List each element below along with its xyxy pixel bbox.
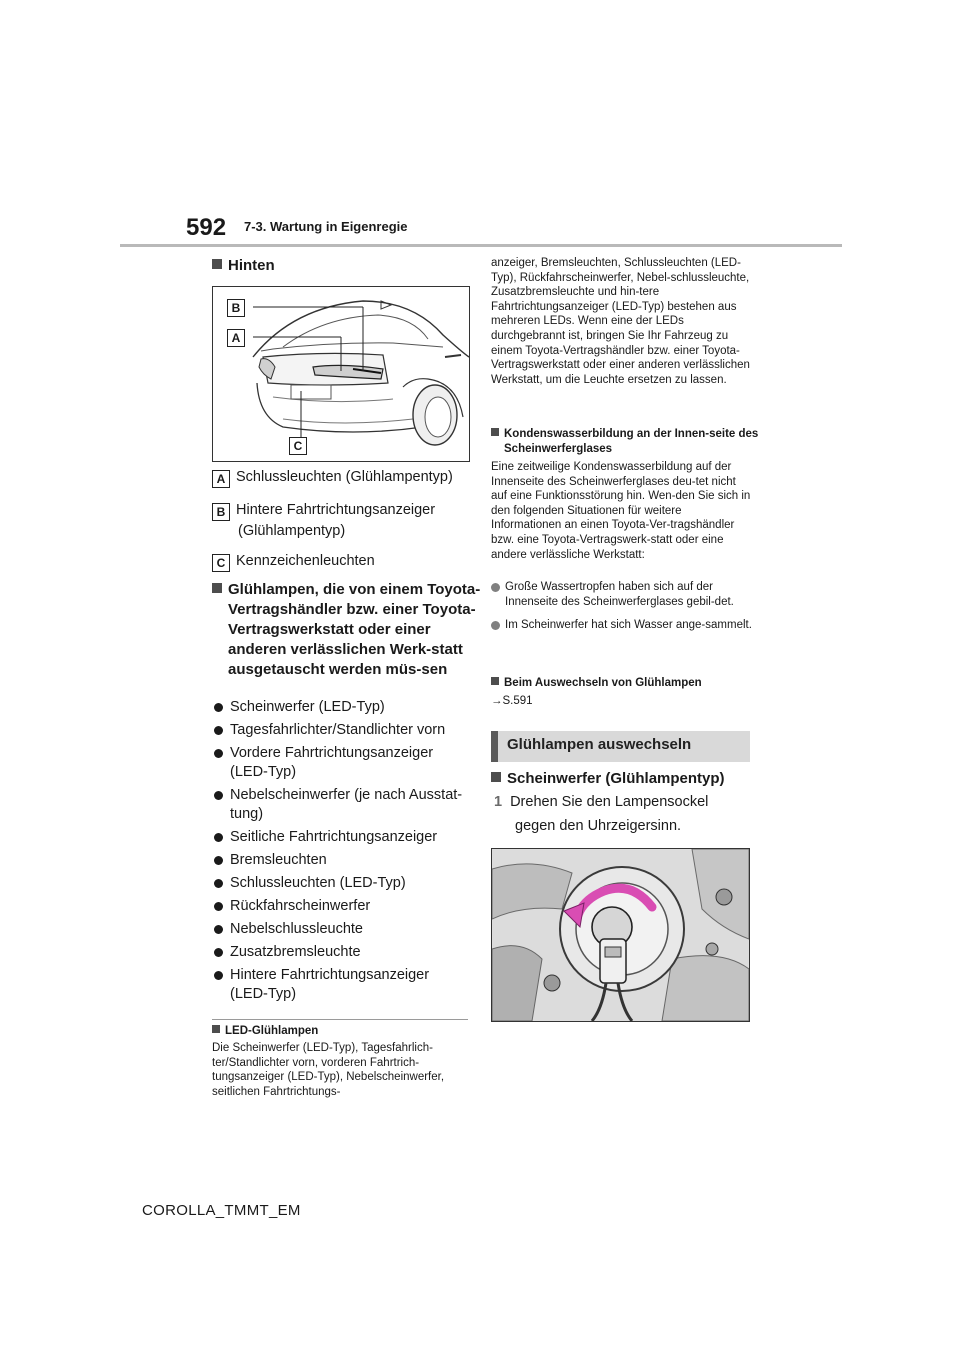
bullet-dot-icon <box>491 583 500 592</box>
legend-key-a: A <box>212 470 230 488</box>
list-item: Schlussleuchten (LED-Typ) <box>212 874 468 893</box>
square-bullet-icon <box>212 1025 220 1033</box>
hinten-heading: Hinten <box>212 256 275 276</box>
replace-reference-link[interactable]: →S.591 <box>491 695 533 707</box>
bullet-dot-icon <box>214 948 223 957</box>
bullet-dot-icon <box>214 879 223 888</box>
square-bullet-icon <box>212 583 222 593</box>
list-item: Scheinwerfer (LED-Typ) <box>212 698 468 717</box>
figure-label-b: B <box>227 299 245 317</box>
bullet-dot-icon <box>214 833 223 842</box>
headlight-heading: Scheinwerfer (Glühlampentyp) <box>491 769 725 789</box>
replace-heading: Beim Auswechseln von Glühlampen <box>491 676 753 691</box>
figure-label-c: C <box>289 437 307 455</box>
list-item: Seitliche Fahrtrichtungsanzeiger <box>212 828 468 847</box>
legend-a: A Schlussleuchten (Glühlampentyp) <box>212 467 453 488</box>
bulb-list <box>212 698 468 1008</box>
document-id: COROLLA_TMMT_EM <box>142 1202 301 1219</box>
list-item: Nebelscheinwerfer (je nach Ausstat-tung) <box>212 786 468 824</box>
section-title: 7-3. Wartung in Eigenregie <box>244 219 408 234</box>
list-item: Nebelschlussleuchte <box>212 920 468 939</box>
led-text: Die Scheinwerfer (LED-Typ), Tagesfahrlich-ter/Standlichter vorn, vorderen Fahrtrich-tungsanzeiger (LED-Typ), Nebelscheinwerfer, seitlichen Fahrtrichtungs- <box>212 1042 445 1098</box>
list-item: Rückfahrscheinwerfer <box>212 897 468 916</box>
square-bullet-icon <box>491 428 499 436</box>
square-bullet-icon <box>491 677 499 685</box>
list-item: Bremsleuchten <box>212 851 468 870</box>
bullet-dot-icon <box>214 902 223 911</box>
bullet-dot-icon <box>214 856 223 865</box>
bullet-dot-icon <box>214 791 223 800</box>
step-1-line2: gegen den Uhrzeigersinn. <box>515 818 682 834</box>
bullet-dot-icon <box>214 703 223 712</box>
square-bullet-icon <box>212 259 222 269</box>
led-heading: LED-Glühlampen <box>212 1024 468 1039</box>
rear-lights-figure <box>212 286 470 462</box>
legend-b: B Hintere Fahrtrichtungsanzeiger (Glühlampentyp) <box>212 500 435 541</box>
condensation-heading: Kondenswasserbildung an der Innen-seite des Scheinwerferglases <box>491 427 766 457</box>
bullet-dot-icon <box>214 925 223 934</box>
figure-label-a: A <box>227 329 245 347</box>
page-number: 592 <box>186 214 227 241</box>
banner-accent-bar <box>491 731 498 762</box>
bullet-dot-icon <box>214 726 223 735</box>
list-item: Zusatzbremsleuchte <box>212 943 468 962</box>
led-text-continued: anzeiger, Bremsleuchten, Schlussleuchten (LED-Typ), Rückfahrscheinwerfer, Nebel-schlussleuchte, Zusatzbremsleuchte und hin-tere Fahrtrichtungsanzeiger (LED-Typ) bestehen aus mehreren LEDs. Wenn eine der LEDs durchgebrannt ist, bringen Sie Ihr Fahrzeug zu einem Toyota-Vertragshändler bzw. einer Toyota-Vertragswerkstatt oder einer anderen verlässlichen Werkstatt, um die Leuchte ersetzen zu lassen. <box>491 257 750 386</box>
header-rule <box>120 244 842 247</box>
dealer-heading: Glühlampen, die von einem Toyota-Vertragshändler bzw. einer Toyota-Vertragswerkstatt oder einer anderen verlässlichen Werk-statt ausgetauscht werden müs-sen <box>212 580 484 680</box>
condensation-list <box>491 580 753 642</box>
legend-c: C Kennzeichenleuchten <box>212 551 375 572</box>
list-item: Im Scheinwerfer hat sich Wasser ange-sammelt. <box>491 618 753 633</box>
step-1: 1 Drehen Sie den Lampensockel <box>494 794 709 810</box>
bullet-dot-icon <box>491 621 500 630</box>
condensation-text: Eine zeitweilige Kondenswasserbildung auf der Innenseite des Scheinwerferglases deu-tet nicht auf eine Funktionsstörung hin. Wen-den Sie sich in den folgenden Situationen für weitere Informationen an einen Toyota-Ver-tragshändler bzw. eine Toyota-Vertragswerk-statt oder eine andere verlässliche Werkstatt: <box>491 461 751 561</box>
list-item: Hintere Fahrtrichtungsanzeiger (LED-Typ) <box>212 966 468 1004</box>
square-bullet-icon <box>491 772 501 782</box>
step-number: 1 <box>494 794 503 810</box>
headlight-photo-illustration <box>492 849 749 1021</box>
section-banner <box>491 731 750 762</box>
banner-title: Glühlampen auswechseln <box>507 736 692 753</box>
legend-key-c: C <box>212 554 230 572</box>
list-item: Große Wassertropfen haben sich auf der Innenseite des Scheinwerferglases gebil-det. <box>491 580 753 609</box>
rear-car-illustration <box>213 287 469 461</box>
bullet-dot-icon <box>214 971 223 980</box>
list-item: Tagesfahrlichter/Standlichter vorn <box>212 721 468 740</box>
section-divider <box>212 1019 468 1020</box>
list-item: Vordere Fahrtrichtungsanzeiger (LED-Typ) <box>212 744 468 782</box>
headlight-figure <box>491 848 750 1022</box>
legend-key-b: B <box>212 503 230 521</box>
bullet-dot-icon <box>214 749 223 758</box>
